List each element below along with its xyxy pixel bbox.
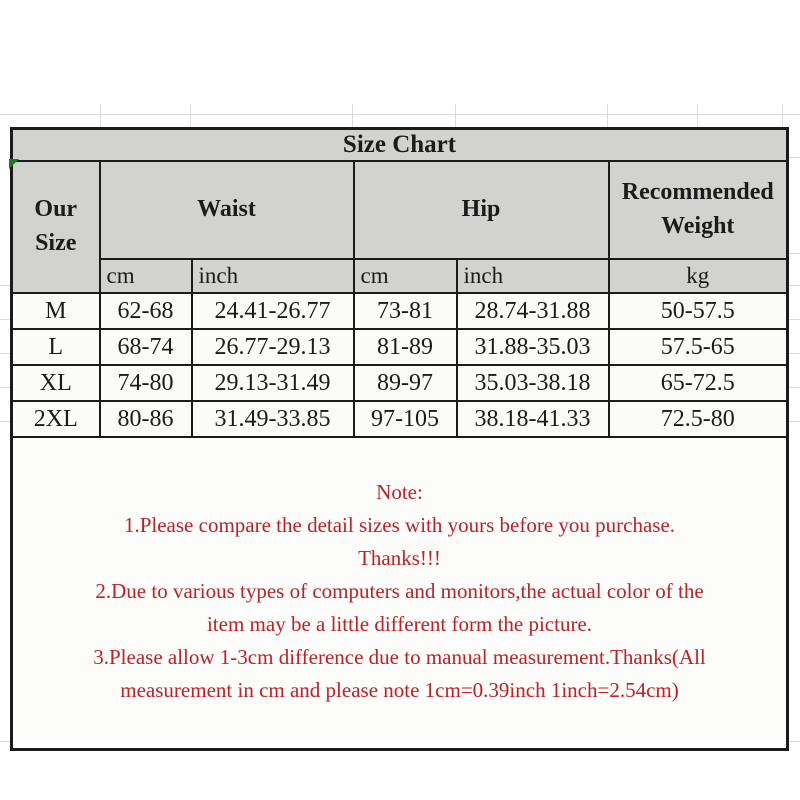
cell-weight-kg: 57.5-65 — [609, 329, 788, 365]
note-cell — [12, 437, 788, 750]
subheader-weight-kg: kg — [609, 259, 788, 293]
header-hip: Hip — [354, 161, 609, 259]
cell-hip-cm: 97-105 — [354, 401, 457, 437]
cell-waist-inch: 31.49-33.85 — [192, 401, 354, 437]
cell-weight-kg: 50-57.5 — [609, 293, 788, 329]
background-gridline — [0, 319, 10, 320]
header-waist: Waist — [100, 161, 354, 259]
background-gridline — [782, 104, 783, 127]
table-row-m — [12, 293, 788, 329]
cell-weight-kg: 65-72.5 — [609, 365, 788, 401]
background-gridline — [0, 421, 10, 422]
cell-waist-inch: 29.13-31.49 — [192, 365, 354, 401]
subheader-hip-cm: cm — [354, 259, 457, 293]
note-line: measurement in cm and please note 1cm=0.39inch 1inch=2.54cm) — [120, 678, 679, 702]
cell-hip-inch: 31.88-35.03 — [457, 329, 609, 365]
table-row-2xl — [12, 401, 788, 437]
note-line: Note: — [376, 480, 423, 504]
header-our-size: Our Size — [12, 161, 100, 293]
cell-waist-cm: 80-86 — [100, 401, 192, 437]
table-title-row — [12, 129, 788, 162]
subheader-hip-inch: inch — [457, 259, 609, 293]
cell-hip-cm: 73-81 — [354, 293, 457, 329]
background-gridline — [0, 353, 10, 354]
background-gridline — [100, 104, 101, 127]
note-line: item may be a little different form the picture. — [206, 612, 593, 636]
cell-weight-kg: 72.5-80 — [609, 401, 788, 437]
table-row-xl — [12, 365, 788, 401]
background-gridline — [455, 104, 456, 127]
table-header-row — [12, 161, 788, 259]
cell-hip-inch: 28.74-31.88 — [457, 293, 609, 329]
background-gridline — [607, 104, 608, 127]
table-title: Size Chart — [12, 129, 788, 162]
cell-waist-cm: 74-80 — [100, 365, 192, 401]
background-gridline — [0, 285, 10, 286]
note-line: 2.Due to various types of computers and monitors,the actual color of the — [95, 579, 704, 603]
header-recommended-weight: Recommended Weight — [609, 161, 788, 259]
background-gridline — [352, 104, 353, 127]
note-line: 1.Please compare the detail sizes with yours before you purchase. — [123, 513, 676, 537]
cell-waist-inch: 24.41-26.77 — [192, 293, 354, 329]
note-line: 3.Please allow 1-3cm difference due to manual measurement.Thanks(All — [93, 645, 706, 669]
table-note-row — [12, 437, 788, 750]
cell-size: L — [12, 329, 100, 365]
table-row-l — [12, 329, 788, 365]
cell-size: 2XL — [12, 401, 100, 437]
background-gridline — [0, 114, 800, 115]
cell-hip-inch: 35.03-38.18 — [457, 365, 609, 401]
note-line: Thanks!!! — [358, 546, 441, 570]
cell-waist-inch: 26.77-29.13 — [192, 329, 354, 365]
size-chart-table — [10, 127, 789, 751]
cell-waist-cm: 62-68 — [100, 293, 192, 329]
subheader-waist-inch: inch — [192, 259, 354, 293]
background-gridline — [190, 104, 191, 127]
cell-hip-cm: 89-97 — [354, 365, 457, 401]
cell-hip-cm: 81-89 — [354, 329, 457, 365]
subheader-waist-cm: cm — [100, 259, 192, 293]
note-block — [13, 438, 786, 707]
green-corner-marker — [9, 159, 19, 169]
background-gridline — [697, 104, 698, 127]
table-subheader-row — [12, 259, 788, 293]
cell-waist-cm: 68-74 — [100, 329, 192, 365]
cell-hip-inch: 38.18-41.33 — [457, 401, 609, 437]
cell-size: M — [12, 293, 100, 329]
background-gridline — [0, 387, 10, 388]
cell-size: XL — [12, 365, 100, 401]
